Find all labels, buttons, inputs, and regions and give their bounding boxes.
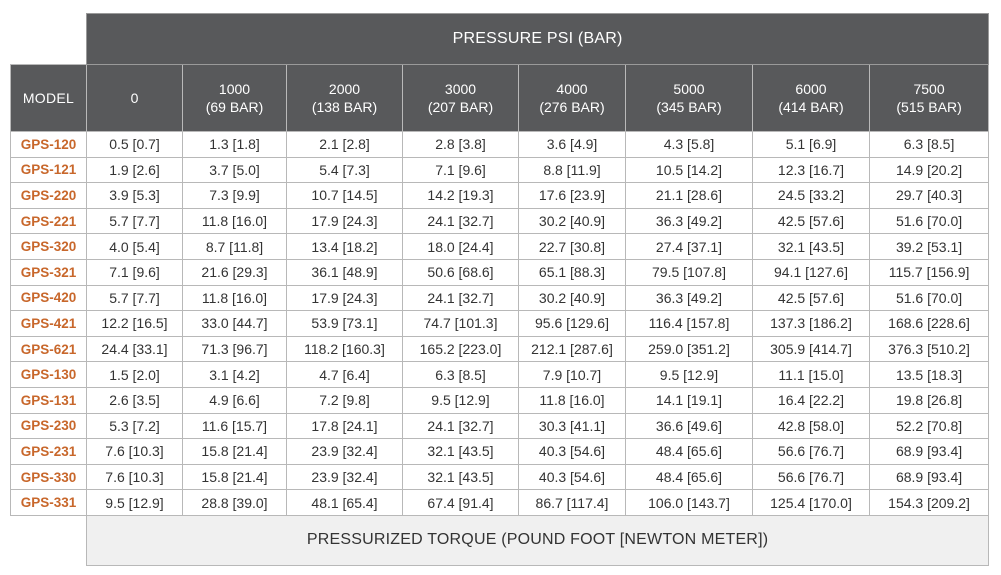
- torque-value-cell: 116.4 [157.8]: [626, 311, 753, 337]
- torque-value-cell: 32.1 [43.5]: [753, 234, 870, 260]
- torque-value-cell: 5.3 [7.2]: [87, 413, 183, 439]
- torque-value-cell: 2.6 [3.5]: [87, 387, 183, 413]
- torque-value-cell: 33.0 [44.7]: [183, 311, 287, 337]
- torque-value-cell: 24.4 [33.1]: [87, 336, 183, 362]
- torque-value-cell: 21.1 [28.6]: [626, 183, 753, 209]
- model-cell: GPS-130: [11, 362, 87, 388]
- torque-value-cell: 3.7 [5.0]: [183, 157, 287, 183]
- torque-value-cell: 1.9 [2.6]: [87, 157, 183, 183]
- torque-value-cell: 24.1 [32.7]: [403, 413, 519, 439]
- torque-value-cell: 7.1 [9.6]: [87, 259, 183, 285]
- model-cell: GPS-230: [11, 413, 87, 439]
- torque-value-cell: 11.1 [15.0]: [753, 362, 870, 388]
- torque-value-cell: 16.4 [22.2]: [753, 387, 870, 413]
- torque-value-cell: 30.2 [40.9]: [519, 208, 626, 234]
- torque-value-cell: 118.2 [160.3]: [287, 336, 403, 362]
- torque-value-cell: 154.3 [209.2]: [870, 490, 989, 516]
- pressure-title: PRESSURE PSI (BAR): [87, 14, 989, 65]
- table-row: [11, 336, 989, 362]
- model-cell: GPS-220: [11, 183, 87, 209]
- torque-value-cell: 48.4 [65.6]: [626, 439, 753, 465]
- torque-value-cell: 259.0 [351.2]: [626, 336, 753, 362]
- torque-value-cell: 0.5 [0.7]: [87, 132, 183, 158]
- torque-value-cell: 305.9 [414.7]: [753, 336, 870, 362]
- torque-value-cell: 19.8 [26.8]: [870, 387, 989, 413]
- torque-value-cell: 14.9 [20.2]: [870, 157, 989, 183]
- torque-value-cell: 9.5 [12.9]: [626, 362, 753, 388]
- table-row: [11, 234, 989, 260]
- footer-spacer: [11, 515, 87, 565]
- torque-value-cell: 68.9 [93.4]: [870, 439, 989, 465]
- pressure-column-header: [626, 65, 753, 132]
- table-row: [11, 413, 989, 439]
- torque-value-cell: 51.6 [70.0]: [870, 208, 989, 234]
- torque-value-cell: 11.8 [16.0]: [183, 208, 287, 234]
- torque-value-cell: 79.5 [107.8]: [626, 259, 753, 285]
- torque-value-cell: 32.1 [43.5]: [403, 464, 519, 490]
- model-cell: GPS-120: [11, 132, 87, 158]
- torque-value-cell: 11.8 [16.0]: [183, 285, 287, 311]
- pressure-column-header: [183, 65, 287, 132]
- torque-value-cell: 3.9 [5.3]: [87, 183, 183, 209]
- pressure-psi-label: 1000: [218, 81, 251, 97]
- torque-value-cell: 9.5 [12.9]: [403, 387, 519, 413]
- pressure-bar-label: (138 BAR): [311, 99, 378, 115]
- pressure-psi-label: 2000: [328, 81, 361, 97]
- torque-value-cell: 17.8 [24.1]: [287, 413, 403, 439]
- torque-value-cell: 6.3 [8.5]: [870, 132, 989, 158]
- torque-value-cell: 3.6 [4.9]: [519, 132, 626, 158]
- torque-value-cell: 71.3 [96.7]: [183, 336, 287, 362]
- torque-value-cell: 4.3 [5.8]: [626, 132, 753, 158]
- torque-value-cell: 48.4 [65.6]: [626, 464, 753, 490]
- pressure-column-header: [403, 65, 519, 132]
- pressure-bar-label: (69 BAR): [205, 99, 264, 115]
- torque-value-cell: 40.3 [54.6]: [519, 439, 626, 465]
- torque-value-cell: 42.5 [57.6]: [753, 285, 870, 311]
- torque-value-cell: 7.3 [9.9]: [183, 183, 287, 209]
- model-cell: GPS-131: [11, 387, 87, 413]
- torque-value-cell: 56.6 [76.7]: [753, 464, 870, 490]
- torque-value-cell: 36.1 [48.9]: [287, 259, 403, 285]
- model-cell: GPS-331: [11, 490, 87, 516]
- torque-value-cell: 22.7 [30.8]: [519, 234, 626, 260]
- table-row: [11, 439, 989, 465]
- torque-value-cell: 7.1 [9.6]: [403, 157, 519, 183]
- torque-value-cell: 27.4 [37.1]: [626, 234, 753, 260]
- torque-value-cell: 51.6 [70.0]: [870, 285, 989, 311]
- pressure-column-header: [87, 65, 183, 132]
- pressure-psi-label: 7500: [913, 81, 945, 97]
- torque-value-cell: 74.7 [101.3]: [403, 311, 519, 337]
- torque-value-cell: 168.6 [228.6]: [870, 311, 989, 337]
- pressure-column-header: [519, 65, 626, 132]
- model-cell: GPS-321: [11, 259, 87, 285]
- torque-value-cell: 24.5 [33.2]: [753, 183, 870, 209]
- torque-value-cell: 10.7 [14.5]: [287, 183, 403, 209]
- torque-value-cell: 56.6 [76.7]: [753, 439, 870, 465]
- torque-value-cell: 2.8 [3.8]: [403, 132, 519, 158]
- model-column-header: MODEL: [11, 65, 87, 132]
- model-cell: GPS-121: [11, 157, 87, 183]
- model-cell: GPS-330: [11, 464, 87, 490]
- table-row: [11, 311, 989, 337]
- pressure-psi-label: 4000: [556, 81, 588, 97]
- pressure-column-header: [753, 65, 870, 132]
- model-cell: GPS-421: [11, 311, 87, 337]
- torque-value-cell: 32.1 [43.5]: [403, 439, 519, 465]
- torque-value-cell: 11.8 [16.0]: [519, 387, 626, 413]
- torque-value-cell: 68.9 [93.4]: [870, 464, 989, 490]
- pressure-psi-label: 3000: [444, 81, 477, 97]
- footer-row: [11, 515, 989, 565]
- torque-value-cell: 28.8 [39.0]: [183, 490, 287, 516]
- table-row: [11, 157, 989, 183]
- torque-value-cell: 67.4 [91.4]: [403, 490, 519, 516]
- torque-value-cell: 15.8 [21.4]: [183, 464, 287, 490]
- torque-value-cell: 15.8 [21.4]: [183, 439, 287, 465]
- torque-value-cell: 48.1 [65.4]: [287, 490, 403, 516]
- torque-caption: PRESSURIZED TORQUE (POUND FOOT [NEWTON METER]): [87, 515, 989, 565]
- torque-value-cell: 9.5 [12.9]: [87, 490, 183, 516]
- table-row: [11, 464, 989, 490]
- torque-value-cell: 24.1 [32.7]: [403, 208, 519, 234]
- torque-value-cell: 7.2 [9.8]: [287, 387, 403, 413]
- table-row: [11, 183, 989, 209]
- column-header-row: [11, 65, 989, 132]
- torque-value-cell: 17.6 [23.9]: [519, 183, 626, 209]
- pressure-bar-label: (345 BAR): [656, 99, 722, 115]
- torque-value-cell: 125.4 [170.0]: [753, 490, 870, 516]
- torque-value-cell: 7.6 [10.3]: [87, 439, 183, 465]
- torque-value-cell: 10.5 [14.2]: [626, 157, 753, 183]
- torque-value-cell: 65.1 [88.3]: [519, 259, 626, 285]
- torque-value-cell: 23.9 [32.4]: [287, 464, 403, 490]
- torque-value-cell: 50.6 [68.6]: [403, 259, 519, 285]
- torque-value-cell: 11.6 [15.7]: [183, 413, 287, 439]
- torque-value-cell: 1.3 [1.8]: [183, 132, 287, 158]
- torque-value-cell: 5.7 [7.7]: [87, 285, 183, 311]
- torque-value-cell: 376.3 [510.2]: [870, 336, 989, 362]
- pressure-psi-label: 6000: [795, 81, 827, 97]
- torque-value-cell: 4.0 [5.4]: [87, 234, 183, 260]
- torque-value-cell: 3.1 [4.2]: [183, 362, 287, 388]
- table-row: [11, 259, 989, 285]
- torque-value-cell: 212.1 [287.6]: [519, 336, 626, 362]
- torque-value-cell: 24.1 [32.7]: [403, 285, 519, 311]
- torque-value-cell: 165.2 [223.0]: [403, 336, 519, 362]
- model-cell: GPS-420: [11, 285, 87, 311]
- torque-value-cell: 6.3 [8.5]: [403, 362, 519, 388]
- torque-value-cell: 86.7 [117.4]: [519, 490, 626, 516]
- table-body: [11, 132, 989, 516]
- pressure-bar-label: (276 BAR): [539, 99, 605, 115]
- torque-table: [10, 13, 989, 566]
- table-row: [11, 132, 989, 158]
- torque-value-cell: 12.3 [16.7]: [753, 157, 870, 183]
- torque-value-cell: 5.1 [6.9]: [753, 132, 870, 158]
- torque-value-cell: 40.3 [54.6]: [519, 464, 626, 490]
- torque-value-cell: 14.1 [19.1]: [626, 387, 753, 413]
- pressure-bar-label: (515 BAR): [896, 99, 962, 115]
- torque-value-cell: 8.7 [11.8]: [183, 234, 287, 260]
- torque-value-cell: 29.7 [40.3]: [870, 183, 989, 209]
- header-spacer: [11, 14, 87, 65]
- torque-value-cell: 94.1 [127.6]: [753, 259, 870, 285]
- pressure-psi-label: 5000: [673, 81, 705, 97]
- torque-value-cell: 106.0 [143.7]: [626, 490, 753, 516]
- pressure-bar-label: (414 BAR): [778, 99, 844, 115]
- torque-value-cell: 14.2 [19.3]: [403, 183, 519, 209]
- torque-value-cell: 115.7 [156.9]: [870, 259, 989, 285]
- torque-value-cell: 36.3 [49.2]: [626, 208, 753, 234]
- torque-value-cell: 4.7 [6.4]: [287, 362, 403, 388]
- torque-value-cell: 30.2 [40.9]: [519, 285, 626, 311]
- torque-value-cell: 5.7 [7.7]: [87, 208, 183, 234]
- torque-value-cell: 7.9 [10.7]: [519, 362, 626, 388]
- pressure-column-header: [287, 65, 403, 132]
- torque-value-cell: 36.6 [49.6]: [626, 413, 753, 439]
- pressure-psi-label: 0: [130, 90, 139, 106]
- torque-value-cell: 5.4 [7.3]: [287, 157, 403, 183]
- torque-value-cell: 42.5 [57.6]: [753, 208, 870, 234]
- pressure-header-row: [11, 14, 989, 65]
- torque-value-cell: 137.3 [186.2]: [753, 311, 870, 337]
- torque-value-cell: 17.9 [24.3]: [287, 285, 403, 311]
- torque-value-cell: 23.9 [32.4]: [287, 439, 403, 465]
- torque-value-cell: 95.6 [129.6]: [519, 311, 626, 337]
- model-cell: GPS-320: [11, 234, 87, 260]
- torque-value-cell: 12.2 [16.5]: [87, 311, 183, 337]
- torque-value-cell: 52.2 [70.8]: [870, 413, 989, 439]
- pressure-column-header: [870, 65, 989, 132]
- model-cell: GPS-231: [11, 439, 87, 465]
- torque-value-cell: 2.1 [2.8]: [287, 132, 403, 158]
- torque-value-cell: 1.5 [2.0]: [87, 362, 183, 388]
- torque-value-cell: 42.8 [58.0]: [753, 413, 870, 439]
- table-row: [11, 387, 989, 413]
- table-row: [11, 490, 989, 516]
- torque-value-cell: 18.0 [24.4]: [403, 234, 519, 260]
- model-cell: GPS-221: [11, 208, 87, 234]
- torque-value-cell: 53.9 [73.1]: [287, 311, 403, 337]
- table-row: [11, 285, 989, 311]
- model-cell: GPS-621: [11, 336, 87, 362]
- torque-value-cell: 8.8 [11.9]: [519, 157, 626, 183]
- pressure-bar-label: (207 BAR): [427, 99, 494, 115]
- torque-value-cell: 4.9 [6.6]: [183, 387, 287, 413]
- table-row: [11, 362, 989, 388]
- torque-table-container: [10, 13, 988, 566]
- torque-value-cell: 30.3 [41.1]: [519, 413, 626, 439]
- torque-value-cell: 36.3 [49.2]: [626, 285, 753, 311]
- table-row: [11, 208, 989, 234]
- torque-value-cell: 17.9 [24.3]: [287, 208, 403, 234]
- torque-value-cell: 21.6 [29.3]: [183, 259, 287, 285]
- torque-value-cell: 13.4 [18.2]: [287, 234, 403, 260]
- torque-value-cell: 13.5 [18.3]: [870, 362, 989, 388]
- torque-value-cell: 39.2 [53.1]: [870, 234, 989, 260]
- torque-value-cell: 7.6 [10.3]: [87, 464, 183, 490]
